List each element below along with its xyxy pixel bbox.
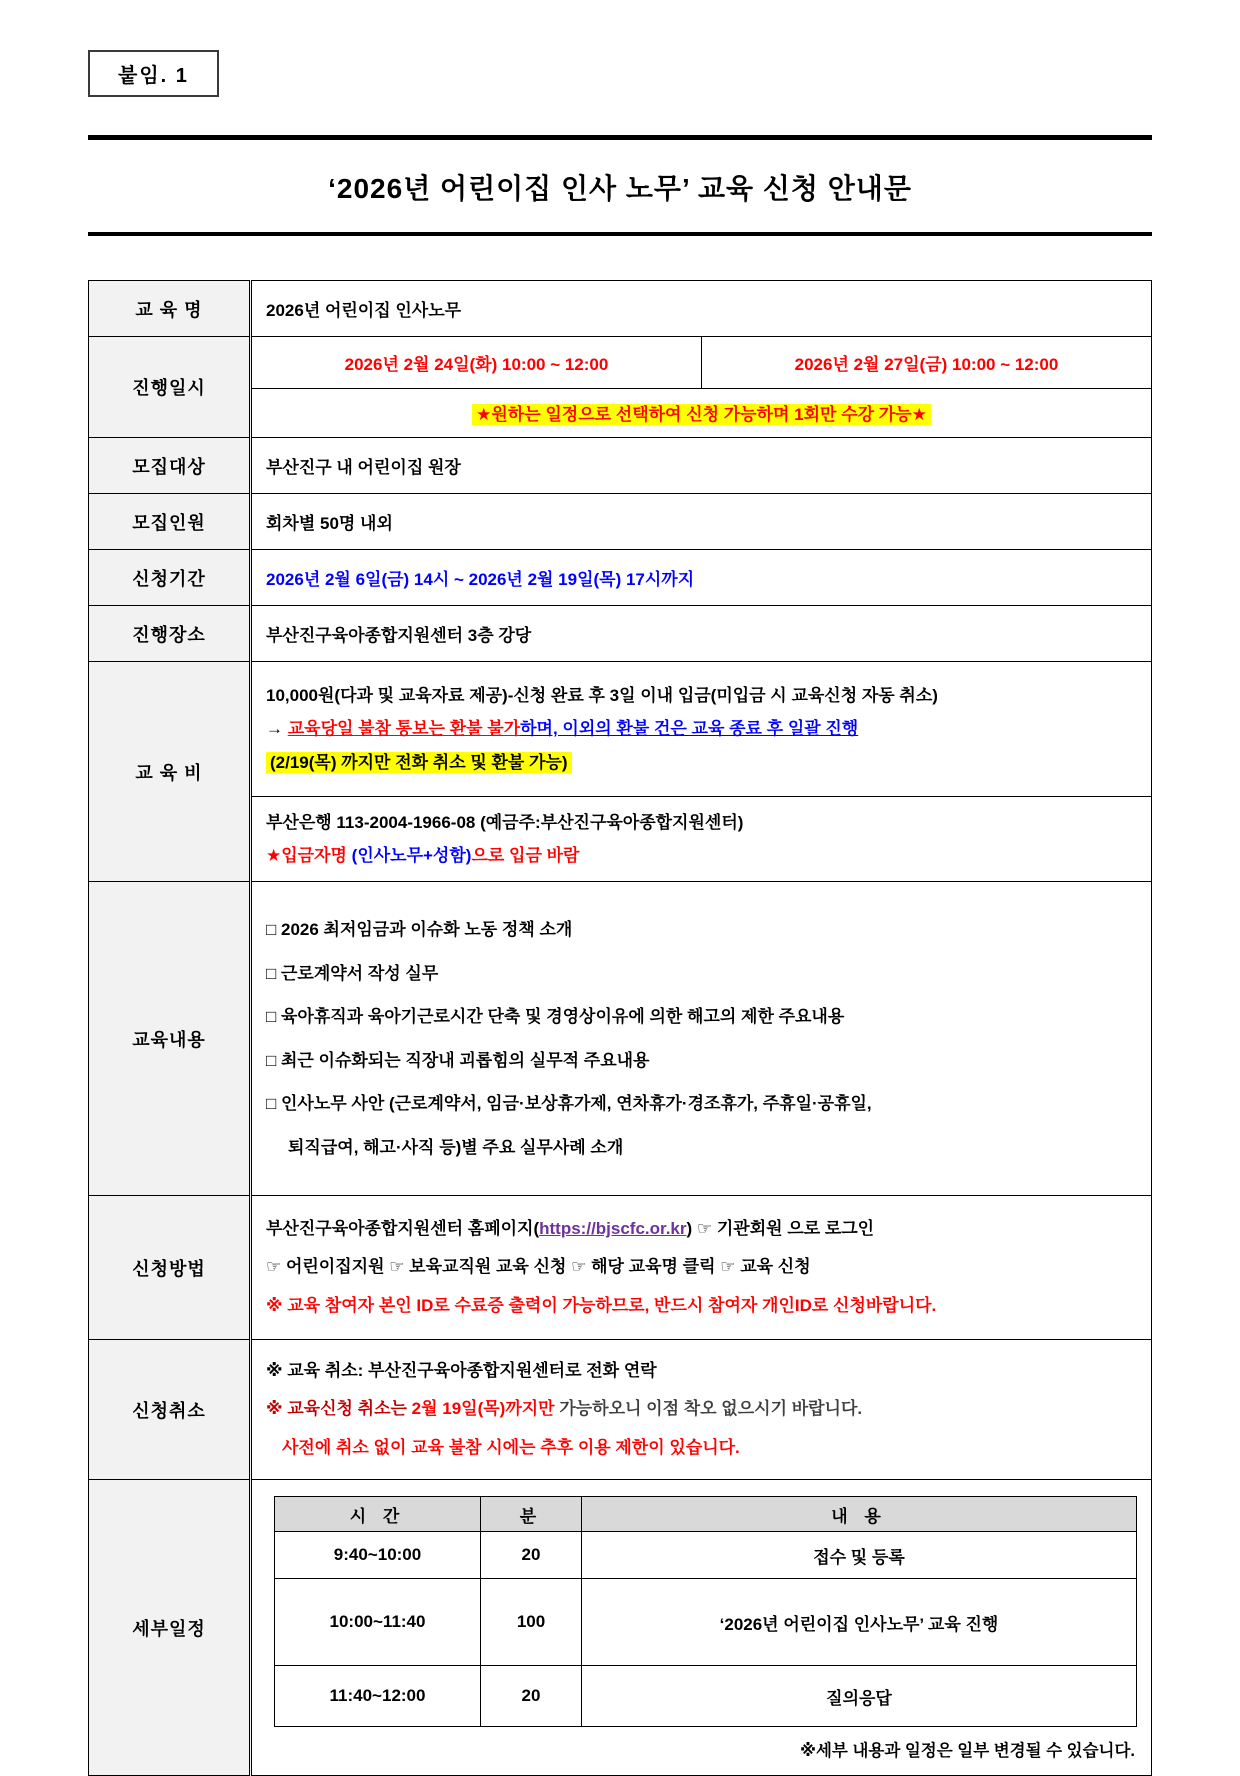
detail-time: 10:00~11:40 <box>275 1579 481 1666</box>
detail-header-time: 시 간 <box>275 1497 481 1532</box>
content-item: □ 근로계약서 작성 실무 <box>266 963 439 983</box>
detail-row <box>275 1666 1137 1727</box>
attachment-box <box>88 50 219 97</box>
row-label-target: 모집대상 <box>89 438 251 494</box>
course-name-value: 2026년 어린이집 인사노무 <box>251 281 1152 337</box>
apply-line1-suffix: ) ☞ 기관회원 으로 로그인 <box>686 1219 875 1238</box>
schedule-session-2: 2026년 2월 27일(금) 10:00 ~ 12:00 <box>701 337 1151 388</box>
schedule-sessions <box>252 337 1151 389</box>
cancel-deadline-line <box>266 1390 1137 1428</box>
detail-row <box>275 1532 1137 1579</box>
detail-schedule-table <box>274 1496 1137 1727</box>
row-schedule <box>89 337 1152 438</box>
content-item: □ 최근 이슈화되는 직장내 괴롭힘의 실무적 주요내용 <box>266 1050 650 1070</box>
schedule-highlight-note: ★원하는 일정으로 선택하여 신청 가능하며 1회만 수강 가능★ <box>472 404 931 425</box>
detail-header-row <box>275 1497 1137 1532</box>
bank-account-line: 부산은행 113-2004-1966-08 (예금주:부산진구육아종합지원센터) <box>266 812 744 832</box>
row-target <box>89 438 1152 494</box>
apply-cell <box>251 1196 1152 1340</box>
fee-policy-cell <box>251 662 1152 797</box>
detail-schedule-cell <box>251 1480 1152 1776</box>
row-label-detail: 세부일정 <box>89 1480 251 1776</box>
detail-row <box>275 1579 1137 1666</box>
row-detail <box>89 1480 1152 1776</box>
detail-time: 9:40~10:00 <box>275 1532 481 1579</box>
row-fee <box>89 662 1152 797</box>
period-value: 2026년 2월 6일(금) 14시 ~ 2026년 2월 19일(목) 17시까지 <box>251 550 1152 606</box>
detail-minutes: 20 <box>481 1532 582 1579</box>
row-capacity <box>89 494 1152 550</box>
schedule-cell <box>251 337 1152 438</box>
deposit-name-suffix: 으로 입금 바람 <box>471 846 580 865</box>
cancel-deadline-suffix: 가능하오니 이점 착오 없으시기 바랍니다. <box>554 1399 863 1419</box>
row-period <box>89 550 1152 606</box>
content-item: □ 인사노무 사안 (근로계약서, 임금·보상휴가제, 연차휴가·경조휴가, 주휴일·공휴일, <box>266 1094 872 1113</box>
apply-step-line-2: ☞ 어린이집지원 ☞ 보육교직원 교육 신청 ☞ 해당 교육명 클릭 ☞ 교육 신청 <box>266 1257 811 1277</box>
row-label-contents: 교육내용 <box>89 882 251 1196</box>
row-label-schedule: 진행일시 <box>89 337 251 438</box>
info-table <box>88 280 1152 1776</box>
refund-deadline-highlight: (2/19(목) 까지만 전화 취소 및 환불 가능) <box>266 752 572 773</box>
website-link[interactable]: https://bjscfc.or.kr <box>539 1219 687 1238</box>
content-item: □ 2026 최저임금과 이슈화 노동 정책 소개 <box>266 920 573 939</box>
row-label-venue: 진행장소 <box>89 606 251 662</box>
page-title: ‘2026년 어린이집 인사 노무’ 교육 신청 안내문 <box>328 173 912 204</box>
row-apply <box>89 1196 1152 1340</box>
attachment-label: 붙임. 1 <box>118 65 189 87</box>
fee-deadline-line <box>266 746 1137 779</box>
apply-step-line-1 <box>266 1210 1137 1248</box>
detail-content: 접수 및 등록 <box>582 1532 1137 1579</box>
row-label-fee: 교 육 비 <box>89 662 251 882</box>
fee-refund-line <box>266 712 1137 745</box>
refund-no-refund-text: 교육당일 불참 통보는 환불 불가 <box>287 719 521 739</box>
cancel-deadline-prefix: ※ 교육신청 취소는 <box>266 1399 412 1419</box>
deposit-name-line <box>266 839 1137 872</box>
row-cancel <box>89 1340 1152 1480</box>
row-label-course: 교 육 명 <box>89 281 251 337</box>
deposit-name-prefix: ★입금자명 <box>266 846 352 865</box>
detail-content: ‘2026년 어린이집 인사노무’ 교육 진행 <box>582 1579 1137 1666</box>
capacity-value: 회차별 50명 내외 <box>251 494 1152 550</box>
detail-header-minutes: 분 <box>481 1497 582 1532</box>
deposit-name-format: (인사노무+성함) <box>351 846 472 865</box>
schedule-note-row <box>252 389 1151 437</box>
detail-content: 질의응답 <box>582 1666 1137 1727</box>
apply-id-warning: ※ 교육 참여자 본인 ID로 수료증 출력이 가능하므로, 반드시 참여자 개인ID로 신청바랍니다. <box>266 1295 937 1315</box>
fee-amount-line: 10,000원(다과 및 교육자료 제공)-신청 완료 후 3일 이내 입금(미입금 시 교육신청 자동 취소) <box>266 686 938 706</box>
detail-change-note: ※세부 내용과 일정은 일부 변경될 수 있습니다. <box>799 1742 1135 1761</box>
detail-minutes: 20 <box>481 1666 582 1727</box>
row-label-period: 신청기간 <box>89 550 251 606</box>
content-item: □ 육아휴직과 육아기근로시간 단축 및 경영상이유에 의한 해고의 제한 주요내용 <box>266 1007 845 1026</box>
cancel-phone-line: ※ 교육 취소: 부산진구육아종합지원센터로 전화 연락 <box>266 1361 657 1381</box>
row-label-cancel: 신청취소 <box>89 1340 251 1480</box>
detail-header-content: 내 용 <box>582 1497 1137 1532</box>
refund-arrow: → <box>266 719 288 739</box>
venue-value: 부산진구육아종합지원센터 3층 강당 <box>251 606 1152 662</box>
apply-line1-prefix: 부산진구육아종합지원센터 홈페이지( <box>266 1219 540 1238</box>
target-value: 부산진구 내 어린이집 원장 <box>251 438 1152 494</box>
cancel-deadline-date: 2월 19일(목)까지만 <box>411 1399 555 1419</box>
schedule-session-1: 2026년 2월 24일(화) 10:00 ~ 12:00 <box>344 355 609 374</box>
cancel-noshow-warning: 사전에 취소 없이 교육 불참 시에는 추후 이용 제한이 있습니다. <box>282 1437 740 1457</box>
row-label-capacity: 모집인원 <box>89 494 251 550</box>
row-contents <box>89 882 1152 1196</box>
row-venue <box>89 606 1152 662</box>
cancel-cell <box>251 1340 1152 1480</box>
row-label-apply: 신청방법 <box>89 1196 251 1340</box>
row-course <box>89 281 1152 337</box>
fee-bank-cell <box>251 797 1152 882</box>
content-item-continuation: 퇴직급여, 해고·사직 등)별 주요 실무사례 소개 <box>288 1137 624 1157</box>
contents-cell <box>251 882 1152 1196</box>
refund-batch-text: 하며, 이외의 환불 건은 교육 종료 후 일괄 진행 <box>520 719 859 739</box>
detail-minutes: 100 <box>481 1579 582 1666</box>
detail-time: 11:40~12:00 <box>275 1666 481 1727</box>
title-band <box>88 135 1152 236</box>
